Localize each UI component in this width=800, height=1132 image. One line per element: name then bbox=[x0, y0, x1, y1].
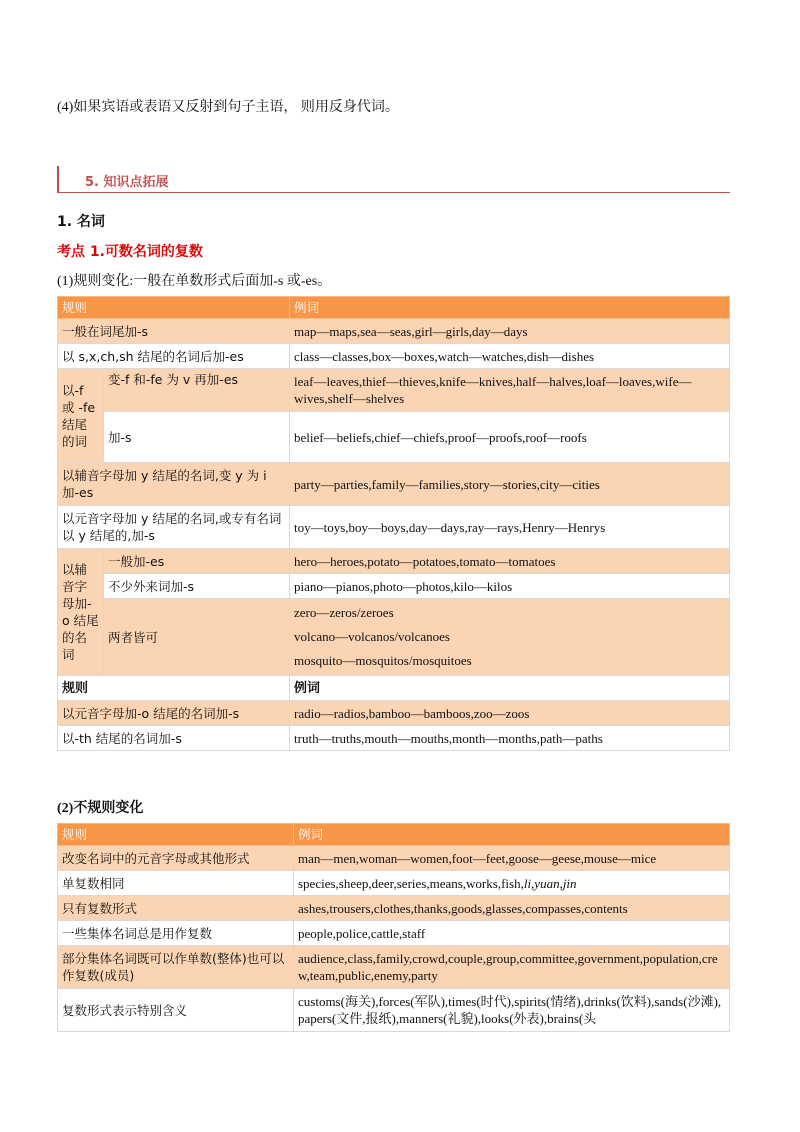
rule-cell: 以辅音字母加 y 结尾的名词,变 y 为 i 加-es bbox=[58, 463, 290, 506]
rule-cell: 部分集体名词既可以作单数(整体)也可以作复数(成员) bbox=[58, 946, 294, 989]
table-header-row bbox=[58, 824, 730, 846]
table-row bbox=[58, 726, 730, 751]
irregular-plural-table bbox=[57, 823, 730, 1032]
table-row bbox=[58, 369, 730, 412]
example-line: mosquito—mosquitos/mosquitoes bbox=[294, 653, 472, 668]
table-row bbox=[58, 846, 730, 871]
example-line: volcano—volcanos/volcanoes bbox=[294, 629, 450, 644]
rule-cell: 一般在词尾加-s bbox=[58, 319, 290, 344]
example-cell: belief—beliefs,chief—chiefs,proof—proofs,roof—roofs bbox=[290, 412, 730, 463]
table-subheader-row bbox=[58, 676, 730, 701]
rule-cell: 复数形式表示特别含义 bbox=[58, 989, 294, 1032]
header-rule: 规则 bbox=[58, 824, 294, 846]
table-row bbox=[58, 463, 730, 506]
example-text: species,sheep,deer,series,means,works,fish, bbox=[298, 875, 524, 891]
subheader-rule: 规则 bbox=[58, 676, 290, 701]
header-rule: 规则 bbox=[58, 297, 290, 319]
example-cell: party—parties,family—families,story—stories,city—cities bbox=[290, 463, 730, 506]
rule-cell: 以元音字母加-o 结尾的名词加-s bbox=[58, 701, 290, 726]
table-row bbox=[58, 549, 730, 574]
example-cell: class—classes,box—boxes,watch—watches,dish—dishes bbox=[290, 344, 730, 369]
table-row bbox=[58, 896, 730, 921]
example-cell: leaf—leaves,thief—thieves,knife—knives,half—halves,loaf—loaves,wife—wives,shelf—shelves bbox=[290, 369, 730, 412]
example-cell bbox=[294, 871, 730, 896]
table-row bbox=[58, 599, 730, 676]
table-row bbox=[58, 946, 730, 989]
example-cell: ashes,trousers,clothes,thanks,goods,glasses,compasses,contents bbox=[294, 896, 730, 921]
example-cell: radio—radios,bamboo—bamboos,zoo—zoos bbox=[290, 701, 730, 726]
table-row bbox=[58, 344, 730, 369]
example-cell: customs(海关),forces(军队),times(时代),spirits(情绪),drinks(饮料),sands(沙滩),papers(文件,报纸),manners(礼貌),looks(外表),brains(头 bbox=[294, 989, 730, 1032]
group-cell-f-fe: 以-f 或 -fe 结尾 的词 bbox=[58, 369, 104, 463]
rule-cell: 以-th 结尾的名词加-s bbox=[58, 726, 290, 751]
example-italic: li,yuan,jin bbox=[523, 875, 577, 891]
table-row bbox=[58, 412, 730, 463]
header-example: 例词 bbox=[294, 824, 730, 846]
sub-rule-cell: 一般加-es bbox=[104, 549, 290, 574]
rule-cell: 以 s,x,ch,sh 结尾的名词后加-es bbox=[58, 344, 290, 369]
sub-rule-cell: 变-f 和-fe 为 v 再加-es bbox=[104, 369, 290, 412]
sub-rule-cell: 两者皆可 bbox=[104, 599, 290, 676]
example-cell: hero—heroes,potato—potatoes,tomato—tomatoes bbox=[290, 549, 730, 574]
sub-rule-cell: 加-s bbox=[104, 412, 290, 463]
table-row bbox=[58, 701, 730, 726]
example-cell bbox=[290, 599, 730, 676]
group-cell-o: 以辅 音字 母加-o 结尾 的名 词 bbox=[58, 549, 104, 676]
table-header-row bbox=[58, 297, 730, 319]
example-cell: people,police,cattle,staff bbox=[294, 921, 730, 946]
example-cell: piano—pianos,photo—photos,kilo—kilos bbox=[290, 574, 730, 599]
irregular-change-title: (2)不规则变化 bbox=[57, 801, 144, 816]
example-cell: truth—truths,mouth—mouths,month—months,path—paths bbox=[290, 726, 730, 751]
section-header bbox=[57, 166, 730, 193]
example-cell: audience,class,family,crowd,couple,group,committee,government,population,crew,team,public,enemy,party bbox=[294, 946, 730, 989]
example-cell: man—men,woman—women,foot—feet,goose—geese,mouse—mice bbox=[294, 846, 730, 871]
rule-cell: 单复数相同 bbox=[58, 871, 294, 896]
example-line: zero—zeros/zeroes bbox=[294, 605, 394, 620]
sub-rule-cell: 不少外来词加-s bbox=[104, 574, 290, 599]
table-row bbox=[58, 989, 730, 1032]
kaodian-title: 考点 1.可数名词的复数 bbox=[57, 244, 203, 260]
table-row bbox=[58, 921, 730, 946]
section-title: 5. 知识点拓展 bbox=[85, 175, 169, 190]
rule-cell: 一些集体名词总是用作复数 bbox=[58, 921, 294, 946]
rule-cell: 改变名词中的元音字母或其他形式 bbox=[58, 846, 294, 871]
table-row bbox=[58, 871, 730, 896]
regular-plural-table bbox=[57, 296, 730, 751]
example-cell: map—maps,sea—seas,girl—girls,day—days bbox=[290, 319, 730, 344]
table-row bbox=[58, 319, 730, 344]
paragraph-reflexive-pronoun: (4)如果宾语或表语又反射到句子主语， 则用反身代词。 bbox=[57, 100, 399, 115]
regular-change-intro: (1)规则变化:一般在单数形式后面加-s 或-es。 bbox=[57, 274, 332, 289]
rule-cell: 只有复数形式 bbox=[58, 896, 294, 921]
example-cell: toy—toys,boy—boys,day—days,ray—rays,Henry—Henrys bbox=[290, 506, 730, 549]
rule-cell: 以元音字母加 y 结尾的名词,或专有名词以 y 结尾的,加-s bbox=[58, 506, 290, 549]
table-row bbox=[58, 506, 730, 549]
subheader-example: 例词 bbox=[290, 676, 730, 701]
heading-nouns: 1. 名词 bbox=[57, 214, 105, 230]
table-row bbox=[58, 574, 730, 599]
header-example: 例词 bbox=[290, 297, 730, 319]
